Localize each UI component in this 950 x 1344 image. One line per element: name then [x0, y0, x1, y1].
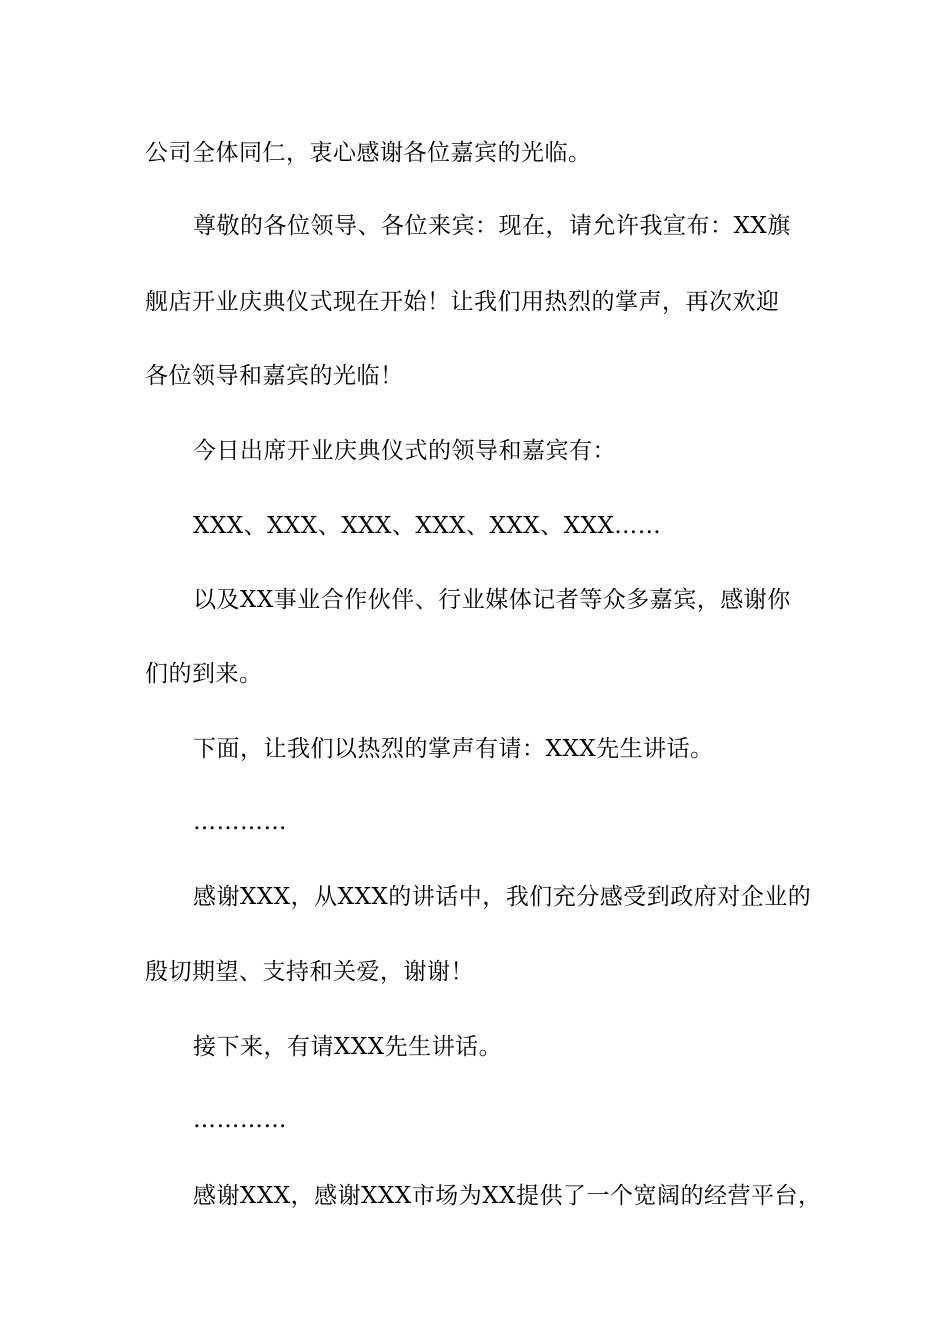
- text-line: XXX、XXX、XXX、XXX、XXX、XXX……: [193, 513, 662, 539]
- text-line: 尊敬的各位领导、各位来宾：现在，请允许我宣布：XX旗: [193, 213, 791, 239]
- text-line: 感谢XXX，感谢XXX市场为XX提供了一个宽阔的经营平台，: [193, 1183, 822, 1209]
- text-line: 公司全体同仁，衷心感谢各位嘉宾的光临。: [145, 140, 592, 166]
- text-line: 殷切期望、支持和关爱，谢谢！: [145, 959, 474, 985]
- text-line: …………: [193, 809, 287, 835]
- text-line: …………: [193, 1107, 287, 1133]
- text-line: 各位领导和嘉宾的光临！: [145, 363, 404, 389]
- text-line: 接下来，有请XXX先生讲话。: [193, 1034, 503, 1060]
- text-line: 舰店开业庆典仪式现在开始！让我们用热烈的掌声，再次欢迎: [145, 289, 780, 315]
- text-line: 们的到来。: [145, 661, 263, 687]
- text-line: 以及XX事业合作伙伴、行业媒体记者等众多嘉宾，感谢你: [193, 587, 791, 613]
- text-line: 下面，让我们以热烈的掌声有请：XXX先生讲话。: [193, 736, 714, 762]
- text-line: 感谢XXX，从XXX的讲话中，我们充分感受到政府对企业的: [193, 884, 812, 910]
- text-line: 今日出席开业庆典仪式的领导和嘉宾有：: [193, 438, 616, 464]
